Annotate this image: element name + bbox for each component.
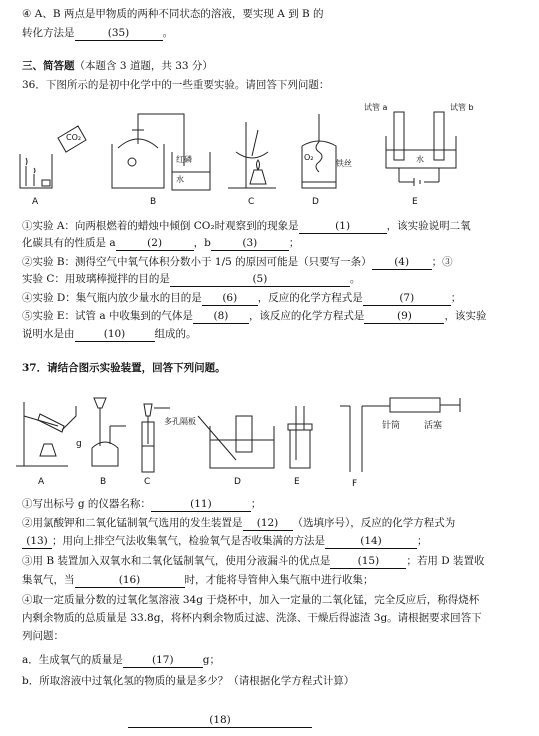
q37-line-6: ④取一定质量分数的过氧化氢溶液 34g 于烧杯中，加入一定量的二氧化锰，完全反应后，称得烧杯 xyxy=(22,594,480,606)
blank-35[interactable]: (35) xyxy=(75,27,163,41)
q37-line-7: 内剩余物质的总质量是 33.8g，将杯内剩余物质过滤、洗涤、干燥后得滤渣 3g。请根据要求回答下 xyxy=(22,612,482,624)
q37-figure xyxy=(14,386,464,490)
label-tube-a: 试管 a xyxy=(364,103,388,112)
q37-intro: 37．请结合图示实验装置，回答下列问题。 xyxy=(22,362,226,374)
q37-part-a xyxy=(22,654,220,668)
q37-label-f: F xyxy=(352,479,358,489)
q36-figure xyxy=(14,96,474,210)
q37-a-post: g； xyxy=(202,654,220,666)
apparatus-f xyxy=(340,398,460,472)
blank-12[interactable]: (12) xyxy=(243,517,293,531)
label-o2: O₂ xyxy=(304,153,314,162)
q36-line-2 xyxy=(22,237,299,251)
label-water-b: 水 xyxy=(176,175,184,184)
q36-l1-post: ，该实验说明二氧 xyxy=(386,220,471,232)
q37-line-3 xyxy=(22,535,428,549)
q37-line-2 xyxy=(22,517,455,531)
blank-8[interactable]: (8) xyxy=(193,310,249,324)
q36-line-1 xyxy=(22,220,471,234)
apparatus-c xyxy=(142,404,170,472)
q35-prefix: 转化方法是 xyxy=(22,27,75,39)
label-porous-plate: 多孔隔板 xyxy=(164,417,196,426)
label-c: C xyxy=(248,197,255,207)
blank-16[interactable]: (16) xyxy=(75,574,185,588)
q37-label-c: C xyxy=(144,477,151,487)
q36-line-4 xyxy=(22,273,360,287)
q37-line-1 xyxy=(22,498,261,512)
q36-l4-pre: 实验 C：用玻璃棒搅拌的目的是 xyxy=(22,273,170,285)
q37-part-b: b．所取溶液中过氧化氢的物质的量是多少？（请根据化学方程式计算） xyxy=(22,675,355,687)
q36-l7-pre: 说明水是由 xyxy=(22,328,75,340)
q36-l7-post: 组成的。 xyxy=(154,328,197,340)
q37-l5-pre: 集氧气，当 xyxy=(22,574,75,586)
q37-label-d: D xyxy=(234,477,241,487)
q37-l2: ②用氯酸钾和二氧化锰制氧气选用的发生装置是 xyxy=(22,517,243,529)
label-water-e: 水 xyxy=(416,155,424,164)
q36-l2-mid: ，b xyxy=(193,237,211,249)
q37-line-8: 列问题： xyxy=(22,630,64,642)
blank-5[interactable]: (5) xyxy=(170,273,350,287)
label-plunger: 活塞 xyxy=(424,421,443,431)
label-syringe: 针筒 xyxy=(382,421,401,431)
section-header xyxy=(22,60,213,73)
label-g: g xyxy=(76,439,82,449)
blank-11[interactable]: (11) xyxy=(151,498,251,512)
label-e: E xyxy=(412,197,418,207)
q37-a-pre: a．生成氧气的质量是 xyxy=(22,654,123,666)
q36-l2-post: ； xyxy=(288,237,300,249)
blank-2[interactable]: (2) xyxy=(116,237,194,251)
q36-line-6 xyxy=(22,310,486,324)
blank-4[interactable]: (4) xyxy=(372,256,432,270)
label-d: D xyxy=(312,197,319,207)
experiment-d-apparatus xyxy=(302,114,336,188)
q36-line-3 xyxy=(22,256,453,270)
blank-17[interactable]: (17) xyxy=(123,654,203,668)
experiment-c-apparatus xyxy=(228,122,276,188)
q37-label-b: B xyxy=(100,477,107,487)
apparatus-b xyxy=(92,398,126,466)
q37-l1-pre: ①写出标号 g 的仪器名称： xyxy=(22,498,151,510)
q36-line-7 xyxy=(22,328,197,342)
blank-15[interactable]: (15) xyxy=(330,555,406,569)
experiment-b-apparatus xyxy=(112,114,210,190)
blank-13[interactable]: (13) xyxy=(22,535,52,549)
apparatus-e xyxy=(288,406,312,468)
q37-l5-post: 时，才能将导管伸入集气瓶中进行收集； xyxy=(184,574,374,586)
q36-l6-post: ，该实验 xyxy=(444,310,487,322)
apparatus-d xyxy=(198,416,274,468)
q35-suffix: 。 xyxy=(162,27,173,39)
q37-answer-18 xyxy=(128,714,312,728)
q36-l4-post: 。 xyxy=(349,273,361,285)
q36-l3-post: ；③ xyxy=(431,256,453,268)
q36-intro: 36．下图所示的是初中化学中的一些重要实验。请回答下列问题： xyxy=(22,79,330,91)
label-b: B xyxy=(150,197,157,207)
q36-l5-post: ； xyxy=(450,292,462,304)
q37-l3-mid: ；用向上排空气法收集氧气，检验氧气是否收集满的方法是 xyxy=(52,535,325,547)
q37-label-e: E xyxy=(294,477,300,487)
q35-line-2 xyxy=(22,27,173,41)
q37-line-5 xyxy=(22,574,374,588)
q35-line-1: ④ A、B 两点是甲物质的两种不同状态的溶液，要实现 A 到 B 的 xyxy=(22,8,324,20)
apparatus-a xyxy=(16,402,76,466)
q36-l1-pre: ①实验 A：向两根燃着的蜡烛中倾倒 CO₂时观察到的现象是 xyxy=(22,220,299,232)
q36-l2-pre: 化碳具有的性质是 a xyxy=(22,237,116,249)
blank-1[interactable]: (1) xyxy=(299,220,387,234)
label-co2: CO₂ xyxy=(66,133,82,142)
q37-line-4 xyxy=(22,555,484,569)
q36-l5-pre: ④实验 D：集气瓶内放少量水的目的是 xyxy=(22,292,202,304)
q37-l4-post: ；若用 D 装置收 xyxy=(406,555,485,567)
q37-label-a: A xyxy=(38,477,45,487)
q36-l5-mid: ，反应的化学方程式是 xyxy=(257,292,363,304)
q37-l1-post: ； xyxy=(250,498,262,510)
q37-l4-pre: ③用 B 装置加入双氧水和二氧化锰制氧气，使用分液漏斗的优点是 xyxy=(22,555,331,567)
blank-3[interactable]: (3) xyxy=(211,237,289,251)
q36-l6-pre: ⑤实验 E：试管 a 中收集到的气体是 xyxy=(22,310,193,322)
section-note: （本题含 3 道题，共 33 分） xyxy=(74,60,213,72)
experiment-e-apparatus xyxy=(386,112,456,186)
blank-9[interactable]: (9) xyxy=(364,310,444,324)
q36-line-5 xyxy=(22,292,461,306)
blank-14[interactable]: (14) xyxy=(325,535,417,549)
blank-7[interactable]: (7) xyxy=(363,292,451,306)
q36-l3-pre: ②实验 B：测得空气中氧气体积分数小于 1/5 的原因可能是（只要写一条） xyxy=(22,256,372,268)
label-red-phosphorus: 红磷 xyxy=(176,155,192,164)
blank-6[interactable]: (6) xyxy=(202,292,258,306)
label-iron-wire: 铁丝 xyxy=(336,159,352,168)
section-title: 三、简答题 xyxy=(22,60,75,72)
q37-l3-post: ； xyxy=(417,535,428,547)
label-tube-b: 试管 b xyxy=(450,103,474,112)
blank-18[interactable]: (18) xyxy=(128,714,312,728)
q37-l2-post: （选填序号），反应的化学方程式为 xyxy=(292,517,456,529)
q36-l6-mid: ，该反应的化学方程式是 xyxy=(248,310,365,322)
blank-10[interactable]: (10) xyxy=(75,328,155,342)
label-a: A xyxy=(32,197,39,207)
